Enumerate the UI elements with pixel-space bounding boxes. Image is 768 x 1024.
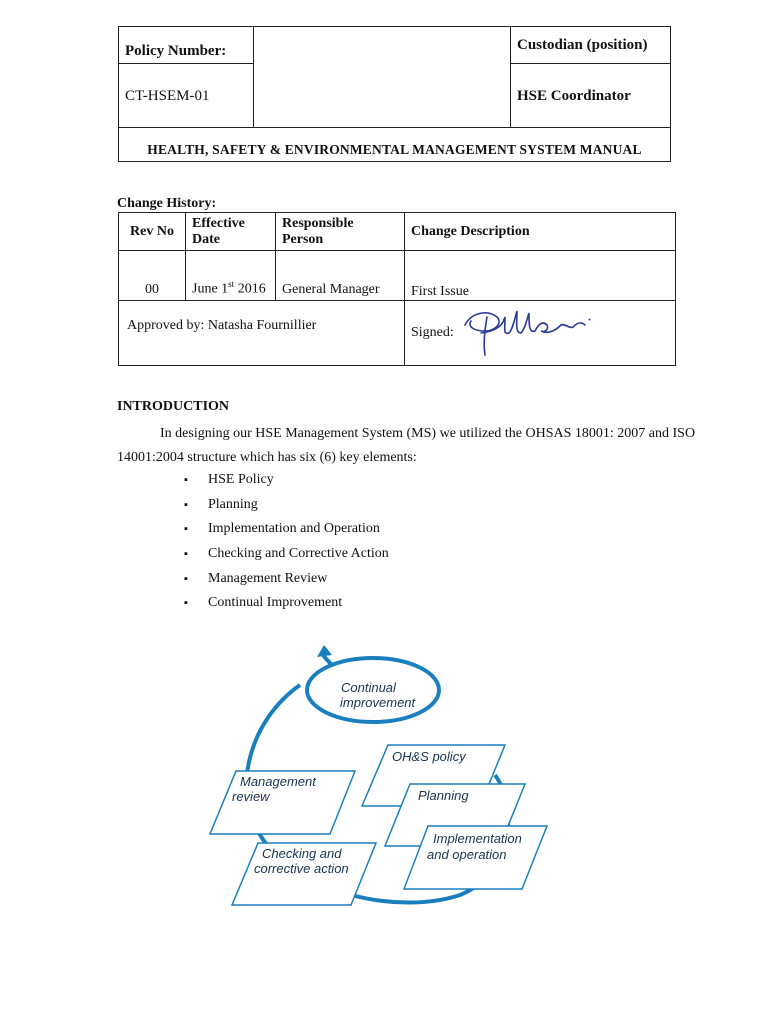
col-change-description: Change Description [405,213,676,251]
introduction-heading: INTRODUCTION [117,399,230,414]
rev-cell: 00 [119,251,186,301]
arrow-head-icon [317,645,332,657]
signed-label: Signed: [411,325,454,340]
date-sup: st [228,279,235,290]
person-cell: General Manager [276,251,405,301]
implementation-label-2: and operation [427,847,507,862]
description-cell: First Issue [405,251,676,301]
custodian-label: Custodian (position) [517,37,648,53]
col-responsible-person: Responsible Person [276,213,405,251]
policy-number-label: Policy Number: [125,43,227,59]
continual-label-2: improvement [340,695,416,710]
change-history-title: Change History: [117,196,217,211]
introduction-line1: In designing our HSE Management System (MS) we utilized the OHSAS 18001: 2007 and ISO [160,426,696,441]
list-item: ▪ Management Review [184,567,389,592]
list-item: ▪ Planning [184,493,389,518]
list-item: ▪ Checking and Corrective Action [184,542,389,567]
implementation-label-1: Implementation [433,831,522,846]
list-item: ▪ HSE Policy [184,468,389,493]
manual-title: HEALTH, SAFETY & ENVIRONMENTAL MANAGEMENT SYSTEM MANUAL [147,142,642,157]
date-prefix: June 1 [192,282,229,297]
management-label-1: Management [240,774,316,789]
checking-label-1: Checking and [262,846,342,861]
policy-label: OH&S policy [392,749,466,764]
continual-label-1: Continual [341,680,396,695]
checking-label-2: corrective action [254,861,349,876]
planning-label: Planning [418,788,469,803]
col-rev-no: Rev No [119,213,186,251]
custodian-value: HSE Coordinator [517,87,631,104]
management-label-2: review [232,789,270,804]
policy-number: CT-HSEM-01 [125,87,210,104]
introduction-line2: 14001:2004 structure which has six (6) key elements: [117,450,417,465]
list-item: ▪ Implementation and Operation [184,517,389,542]
approved-by: Approved by: Natasha Fournillier [119,301,405,366]
date-suffix: 2016 [234,282,266,297]
col-effective-date: Effective Date [186,213,276,251]
list-item: ▪ Continual Improvement [184,591,389,616]
